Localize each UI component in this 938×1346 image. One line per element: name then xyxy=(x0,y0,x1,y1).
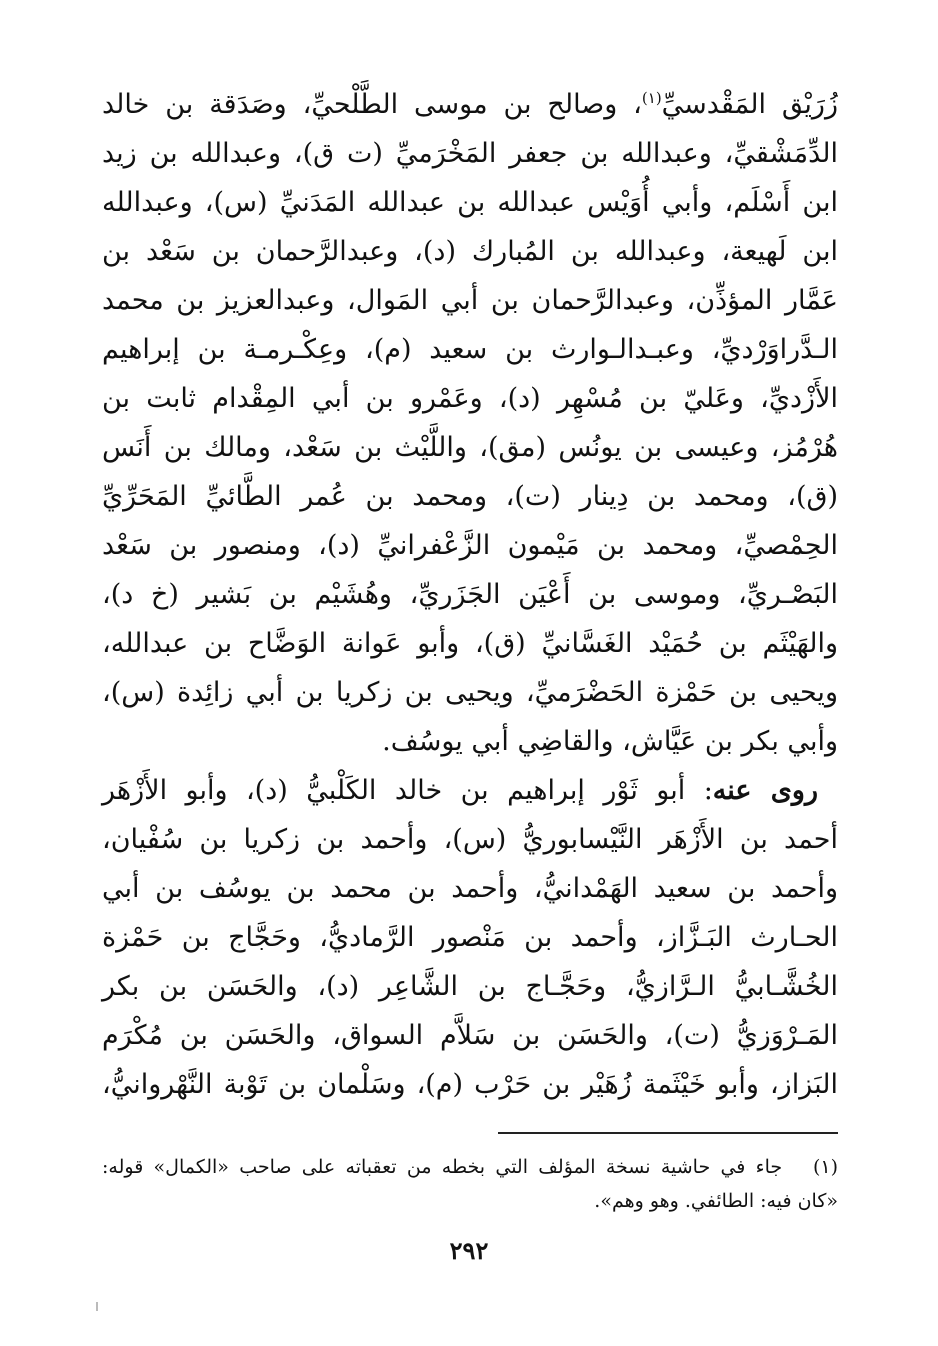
scan-speck xyxy=(96,1302,98,1311)
main-text-block xyxy=(102,80,838,1109)
page-number: ٢٩٢ xyxy=(449,1236,489,1265)
text-line xyxy=(102,374,838,423)
footnote-line-1 xyxy=(102,1150,838,1184)
line-text: وأحمد بن سعيد الهَمْدانيُّ، وأحمد بن محمد بن يوسُف بن أبي xyxy=(102,873,838,904)
text-line xyxy=(102,619,838,668)
text-line xyxy=(102,668,838,717)
line-text-continued: : أبو ثَوْر إبراهيم بن خالد الكَلْبيُّ (د)، وأبو الأَزْهَر xyxy=(102,775,713,806)
line-text: زُرَيْق المَقْدسيِّ xyxy=(661,89,838,120)
line-text: البَزاز، وأبو خَيْثَمة زُهَيْر بن حَرْب (م)، وسَلْمان بن تَوْبة النَّهْروانيُّ، xyxy=(102,1069,838,1100)
line-text: الحـارث البَـزَّاز، وأحمد بن مَنْصور الرَّماديُّ، وحَجَّاج بن حَمْزة xyxy=(102,922,838,953)
line-text: البَصْـريِّ، وموسى بن أَعْيَن الجَزَريِّ، وهُشَيْم بن بَشير (خ د)، xyxy=(102,579,838,610)
text-line xyxy=(102,864,838,913)
line-text: (ق)، ومحمد بن دِينار (ت)، ومحمد بن عُمر الطَّائيِّ المَحَرِّيِّ xyxy=(102,481,838,512)
footnote-text-1: جاء في حاشية نسخة المؤلف التي بخطه من تعقباته على صاحب «الكمال» قوله: xyxy=(102,1156,783,1178)
line-text: وأبي بكر بن عَيَّاش، والقاضِي أبي يوسُف. xyxy=(382,726,838,757)
text-line xyxy=(102,1011,838,1060)
text-line xyxy=(102,913,838,962)
line-text: الدِّمَشْقيِّ، وعبدالله بن جعفر المَخْرَميِّ (ت ق)، وعبدالله بن زيد xyxy=(102,138,838,169)
line-text: والهَيْثَم بن حُمَيْد الغَسَّانيِّ (ق)، وأبو عَوانة الوَضَّاح بن عبدالله، xyxy=(102,628,838,659)
footnote-number: (١) xyxy=(812,1156,838,1178)
line-text-continued: ، وصالح بن موسى الطَّلْحيِّ، وصَدَقة بن خالد xyxy=(102,89,642,120)
line-text: ابن أَسْلَم، وأبي أُوَيْس عبدالله بن عبدالله المَدَنيِّ (س)، وعبدالله xyxy=(102,187,838,218)
line-text: المَـرْوَزيُّ (ت)، والحَسَن بن سَلاَّم السواق، والحَسَن بن مُكْرَم xyxy=(102,1020,838,1051)
line-text: هُرْمُز، وعيسى بن يونُس (مق)، واللَّيْث بن سَعْد، ومالك بن أَنَس xyxy=(102,432,838,463)
line-text: عَمَّار المؤذِّن، وعبدالرَّحمان بن أبي المَوال، وعبدالعزيز بن محمد xyxy=(102,285,838,316)
line-text: الخُشَّـابيُّ الـرَّازيُّ، وحَجَّـاج بن الشَّاعِر (د)، والحَسَن بن بكر xyxy=(102,971,838,1002)
line-text: الأَزْديِّ، وعَليّ بن مُسْهِر (د)، وعَمْرو بن أبي المِقْدام ثابت بن xyxy=(102,383,838,414)
footnote-line-2 xyxy=(102,1184,838,1218)
footnotes-block xyxy=(102,1150,838,1218)
text-line xyxy=(102,472,838,521)
footnote-text-2: «كان فيه: الطائفي. وهو وهم». xyxy=(594,1190,838,1212)
section-label: روى عنه xyxy=(712,775,818,806)
line-text: ابن لَهيعة، وعبدالله بن المُبارك (د)، وعبدالرَّحمان بن سَعْد بن xyxy=(102,236,838,267)
text-line xyxy=(102,423,838,472)
text-line xyxy=(102,717,838,766)
text-line xyxy=(102,80,838,129)
text-line xyxy=(102,325,838,374)
text-line xyxy=(102,178,838,227)
text-line xyxy=(102,1060,838,1109)
line-text: أحمد بن الأَزْهَر النَّيْسابوريُّ (س)، وأحمد بن زكريا بن سُفْيان، xyxy=(102,824,838,855)
text-line xyxy=(102,815,838,864)
line-text: الـدَّراوَرْديِّ، وعبـدالـوارث بن سعيد (م)، وعِكْـرمـة بن إبراهيم xyxy=(102,334,838,365)
text-line xyxy=(102,962,838,1011)
line-text: ويحيى بن حَمْزة الحَضْرَميِّ، ويحيى بن زكريا بن أبي زائِدة (س)، xyxy=(102,677,838,708)
text-line xyxy=(102,521,838,570)
text-line xyxy=(102,276,838,325)
footnote-marker: (١) xyxy=(641,89,662,107)
text-line xyxy=(102,129,838,178)
line-text: الحِمْصيِّ، ومحمد بن مَيْمون الزَّعْفرانيِّ (د)، ومنصور بن سَعْد xyxy=(102,530,838,561)
text-line xyxy=(102,227,838,276)
text-line xyxy=(102,570,838,619)
footnote-divider xyxy=(498,1132,838,1134)
text-line xyxy=(102,766,838,815)
